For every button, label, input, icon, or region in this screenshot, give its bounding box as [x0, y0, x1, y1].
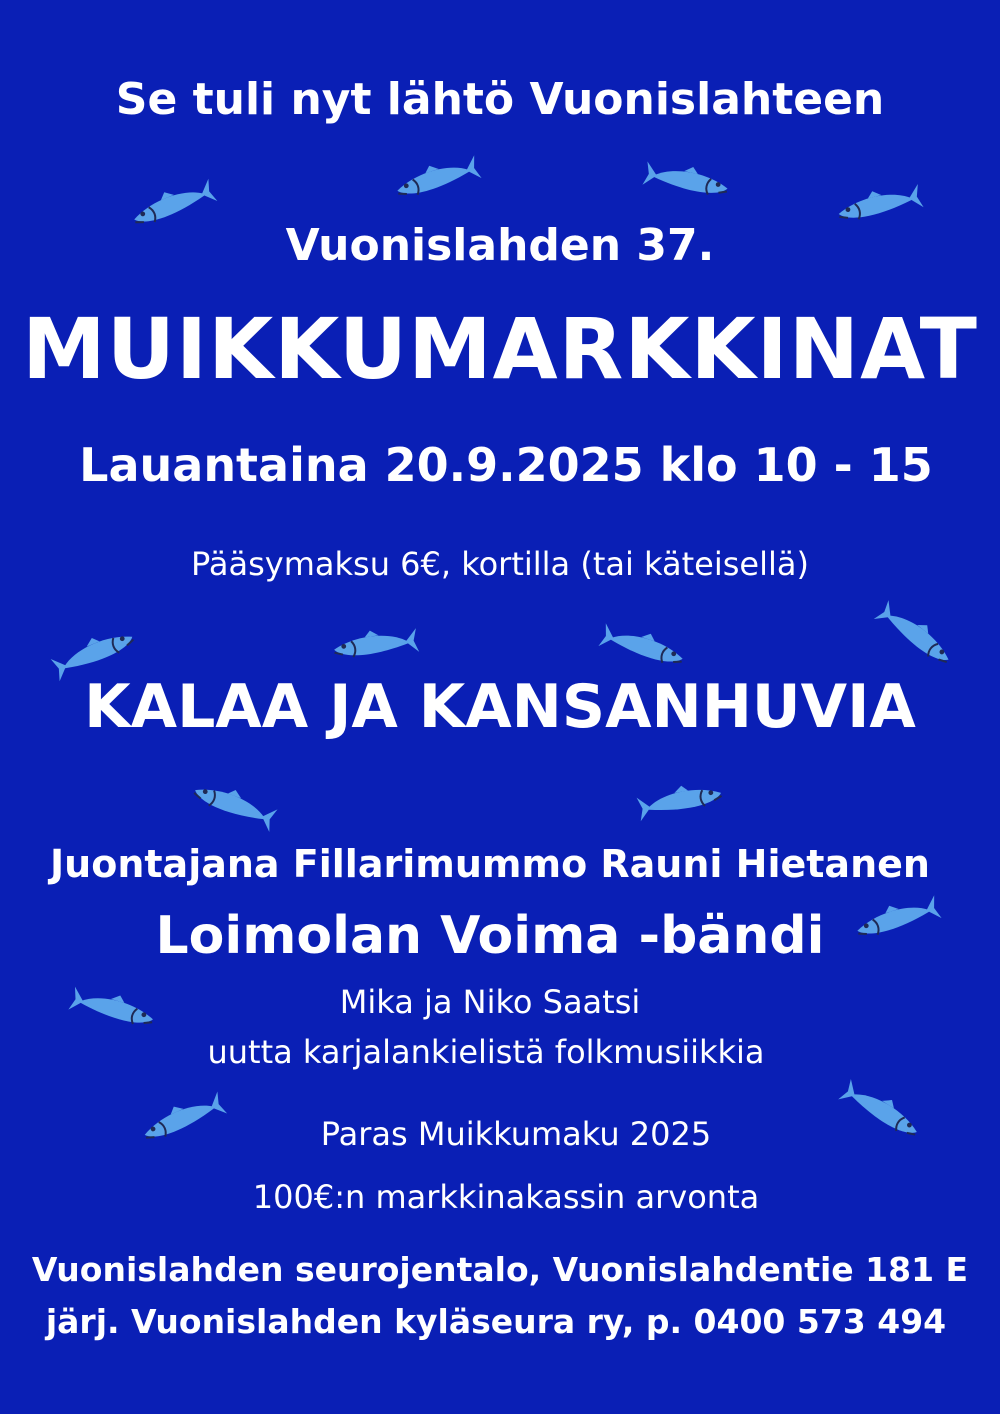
admission-info: Pääsymaksu 6€, kortilla (tai käteisellä) [191, 545, 809, 583]
fish-icon [633, 774, 729, 829]
organizer-line: järj. Vuonislahden kyläseura ry, p. 0400 573 494 [45, 1302, 947, 1341]
music-description: uutta karjalankielistä folkmusiikkia [207, 1033, 765, 1071]
fish-icon [184, 772, 282, 840]
lottery-line: 100€:n markkinakassin arvonta [252, 1178, 760, 1216]
fish-icon [867, 593, 963, 680]
performers: Mika ja Niko Saatsi [339, 983, 641, 1021]
fish-icon [388, 147, 486, 213]
band-name: Loimolan Voima -bändi [155, 906, 825, 966]
slogan: KALAA JA KANSANHUVIA [84, 672, 916, 742]
contest-line: Paras Muikkumaku 2025 [320, 1115, 712, 1153]
fish-icon [328, 620, 423, 672]
lead-line: Se tuli nyt lähtö Vuonislahteen [115, 74, 885, 125]
date-time: Lauantaina 20.9.2025 klo 10 - 15 [79, 438, 933, 492]
edition-line: Vuonislahden 37. [285, 220, 715, 271]
fish-icon [639, 153, 735, 211]
venue-line: Vuonislahden seurojentalo, Vuonislahdentie 181 E [31, 1250, 969, 1289]
event-title: MUIKKUMARKKINAT [22, 300, 978, 398]
host-line: Juontajana Fillarimummo Rauni Hietanen [50, 842, 930, 886]
